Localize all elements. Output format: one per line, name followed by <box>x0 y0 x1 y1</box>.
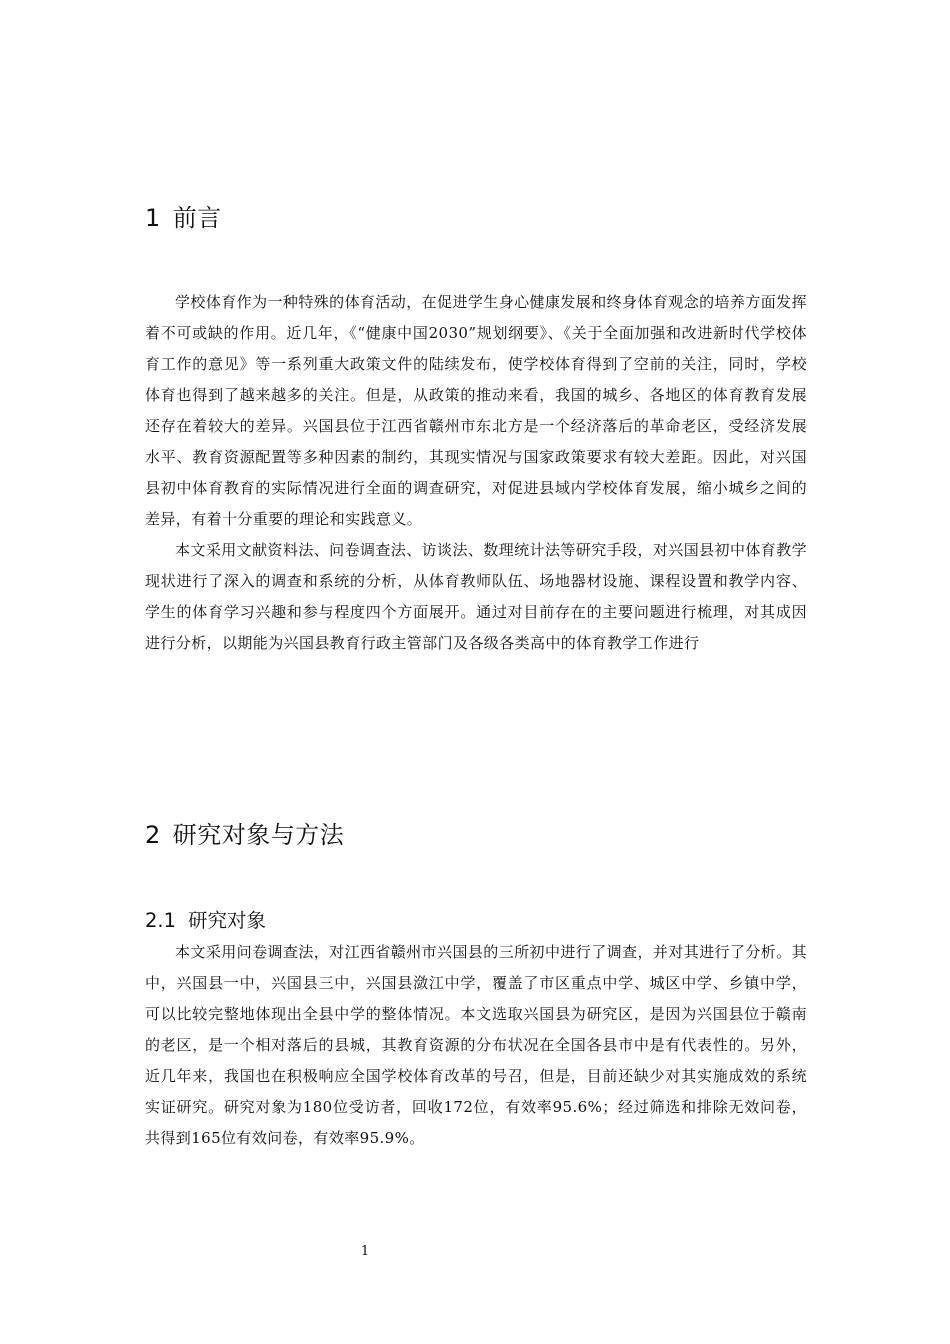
section-2-title: 研究对象与方法 <box>172 821 345 849</box>
page-number: 1 <box>360 1244 370 1259</box>
subsection-2-1-paragraph-1: 本文采用问卷调查法，对江西省赣州市兴国县的三所初中进行了调查，并对其进行了分析。其中，兴国县一中，兴国县三中，兴国县潋江中学，覆盖了市区重点中学、城区中学、乡镇中学，可以比较完整地体现出全县中学的整体情况。本文选取兴国县为研究区，是因为兴国县位于赣南的老区，是一个相对落后的县城，其教育资源的分布状况在全国各县市中是有代表性的。另外，近几年来，我国也在积极响应全国学校体育改革的号召，但是，目前还缺少对其实施成效的系统实证研究。研究对象为180位受访者，回收172位，有效率95.6%；经过筛选和排除无效问卷，共得到165位有效问卷，有效率95.9%。 <box>145 943 807 1147</box>
section-1-body <box>145 287 807 659</box>
section-1-number: 1 <box>145 204 161 232</box>
section-1-title: 前言 <box>172 204 222 232</box>
section-2-heading <box>145 815 344 850</box>
section-1-heading <box>145 198 222 233</box>
subsection-2-1-heading <box>145 905 266 933</box>
subsection-2-1-number: 2.1 <box>145 909 177 932</box>
subsection-2-1-body <box>145 937 807 1154</box>
section-1-paragraph-1: 学校体育作为一种特殊的体育活动，在促进学生身心健康发展和终身体育观念的培养方面发挥着不可或缺的作用。近几年，《“健康中国2030”规划纲要》、《关于全面加强和改进新时代学校体育工作的意见》等一系列重大政策文件的陆续发布，使学校体育得到了空前的关注，同时，学校体育也得到了越来越多的关注。但是，从政策的推动来看，我国的城乡、各地区的体育教育发展还存在着较大的差异。兴国县位于江西省赣州市东北方是一个经济落后的革命老区，受经济发展水平、教育资源配置等多种因素的制约，其现实情况与国家政策要求有较大差距。因此，对兴国县初中体育教育的实际情况进行全面的调查研究，对促进县域内学校体育发展，缩小城乡之间的差异，有着十分重要的理论和实践意义。 <box>145 293 807 528</box>
section-2-number: 2 <box>145 821 161 849</box>
subsection-2-1-title: 研究对象 <box>188 909 267 932</box>
section-1-paragraph-2: 本文采用文献资料法、问卷调查法、访谈法、数理统计法等研究手段，对兴国县初中体育教学现状进行了深入的调查和系统的分析，从体育教师队伍、场地器材设施、课程设置和教学内容、学生的体育学习兴趣和参与程度四个方面展开。通过对目前存在的主要问题进行梳理，对其成因进行分析，以期能为兴国县教育行政主管部门及各级各类高中的体育教学工作进行 <box>145 541 807 652</box>
